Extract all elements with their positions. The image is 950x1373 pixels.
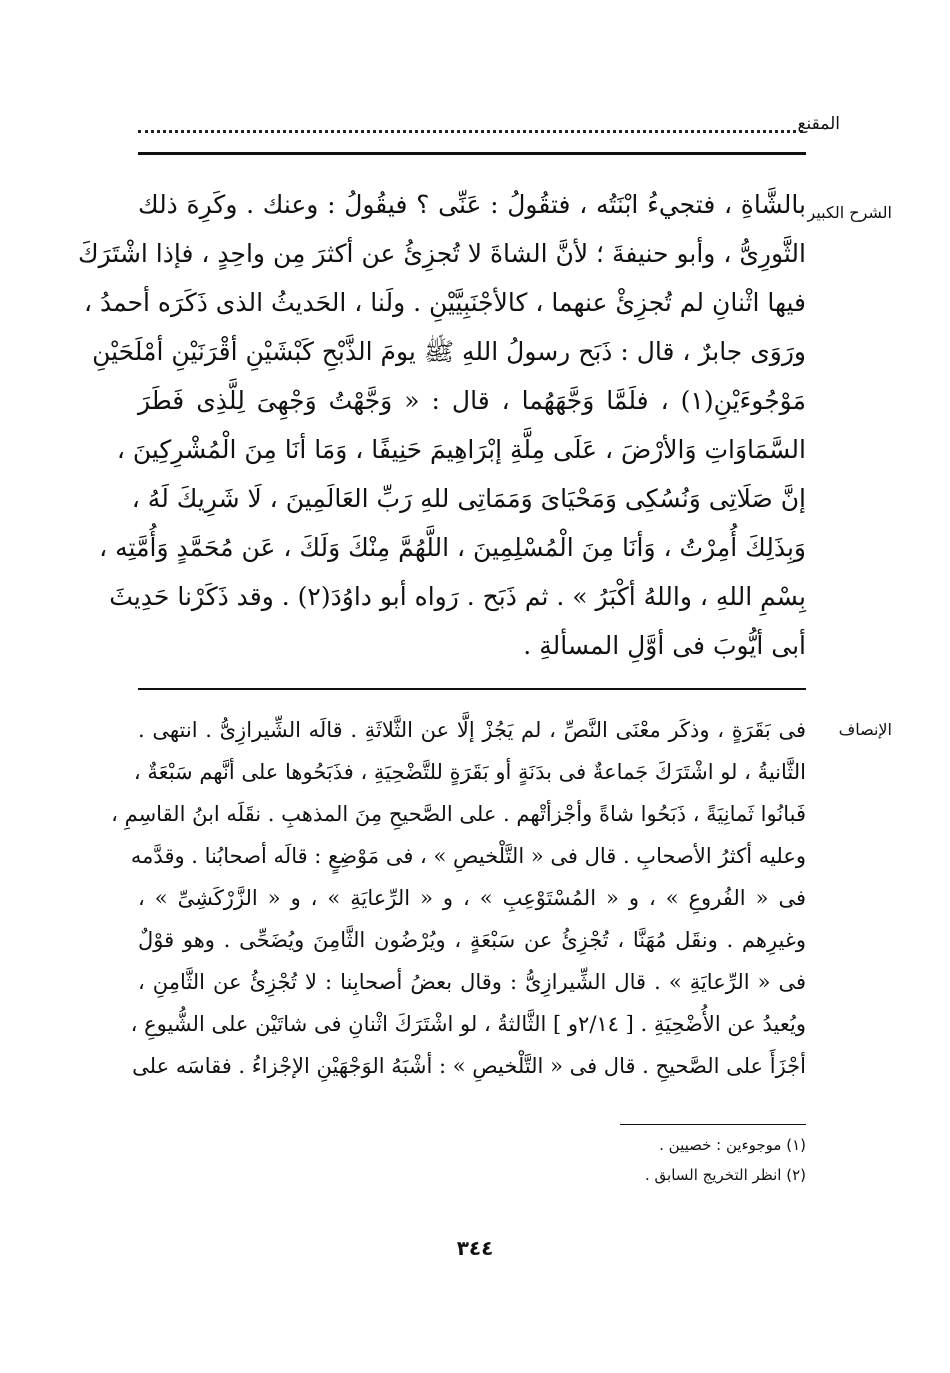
insaf-text-line: الثَّانيةُ ، لو اشْتَرَكَ جَماعةٌ فى بدَنَةٍ أو بَقَرَةٍ للتَّضْحِيَةِ ، فذَبَحُوها على أنَّهم سَبْعَةٌ ،: [133, 760, 806, 784]
insaf-text-line: أجْزَأَ على الصَّحيحِ . قال فى « التَّلْخيصِ » : أشْبَهُ الوَجْهَيْنِ الإجْزاءُ . فقاسَه على: [132, 1054, 806, 1078]
main-commentary-text: [78, 180, 806, 670]
main-text-line: أبى أيُّوبَ فى أوَّلِ المسألةِ .: [523, 631, 806, 660]
section-label-main: الشرح الكبير: [807, 203, 892, 222]
header-rule: [138, 152, 806, 155]
footnote-2: (٢) انظر التخريج السابق .: [645, 1166, 806, 1184]
insaf-text-line: ويُعيدُ عن الأُضْحِيَةِ . [ ٢/١٤و ] الثَّالثةُ ، لو اشْتَرَكَ اثْنانِ فى شاتَيْن على الشُّيوعِ ،: [130, 1012, 806, 1036]
insaf-text-line: فى « الرِّعايَةِ » . قال الشِّيرازِىُّ : وقال بعضُ أصحابِنا : لا تُجْزِئُ عن الثَّامِنِ ،: [138, 970, 806, 994]
main-text-line: الثَّورِىُّ ، وأبو حنيفةَ ؛ لأنَّ الشاةَ لا تُجزِئُ عن أكثرَ مِن واحِدٍ ، فإذا اشْتَرَكَ: [78, 239, 806, 268]
main-text-line: السَّمَاوَاتِ وَالأرْضَ ، عَلَى مِلَّةِ إبْرَاهِيمَ حَنِيفًا ، وَمَا أنَا مِنَ الْمُشْرِكِينَ ،: [116, 435, 806, 464]
insaf-text: [111, 709, 806, 1087]
main-text-line: فيها اثْنانِ لم تُجزِئْ عنهما ، كالأجْنَبِيَّيْنِ . ولَنا ، الحَديثُ الذى ذَكَرَه أحمدُ ،: [83, 288, 806, 317]
footnote-rule: [620, 1124, 806, 1125]
footnote-1: (١) موجوءين : خصيين .: [659, 1136, 806, 1154]
page-number: ٣٤٤: [456, 1236, 494, 1260]
section-label-insaf: الإنصاف: [838, 720, 892, 739]
insaf-text-line: فى « الفُروعِ » ، و « المُسْتَوْعِبِ » ، و « الرِّعايَةِ » ، و « الزَّرْكَشِىِّ » ،: [138, 886, 806, 910]
main-text-line: بِسْمِ اللهِ ، واللهُ أكْبَرُ » . ثم ذَبَح . رَواه أبو داوُدَ(٢) . وقد ذَكَرْنا حَدِيثَ: [109, 582, 806, 611]
running-header-title: المقنع: [797, 114, 840, 134]
insaf-text-line: فى بَقَرَةٍ ، وذكَر معْنَى النَّصِّ ، لم يَجُزْ إلَّا عن الثَّلاثَةِ . قالَه الشِّيرازِىُّ . انتهى .: [138, 718, 806, 742]
insaf-text-line: وغيرِهم . ونقَل مُهَنَّا ، تُجْزِئُ عن سَبْعَةٍ ، ويُرْضُون الثَّامِنَ ويُضَحِّى . وهو قوْلٌ: [138, 928, 806, 952]
insaf-text-line: وعليه أكثرُ الأصحابِ . قال فى « التَّلْخيصِ » ، فى مَوْضِعٍ : قالَه أصحابُنا . وقدَّمه: [130, 844, 806, 868]
footnotes: [645, 1130, 806, 1190]
main-text-line: بالشَّاةِ ، فتجيءُ ابْنَتُه ، فتقُولُ : عَنِّى ؟ فيقُولُ : وعنك . وكَرِهَ ذلك: [138, 190, 806, 219]
main-text-line: إنَّ صَلَاتِى وَنُسُكِى وَمَحْيَاىَ وَمَمَاتِى للهِ رَبِّ العَالَمِينَ ، لَا شَرِيكَ لَهُ ،: [131, 484, 806, 513]
section-divider-rule: [138, 688, 806, 690]
header-dotted-leader: [138, 118, 803, 133]
main-text-line: وَبِذَلِكَ أُمِرْتُ ، وَأنَا مِنَ الْمُسْلِمِينَ ، اللَّهُمَّ مِنْكَ وَلَكَ ، عَن مُحَمَّدٍ وَأُمَّتِه ،: [99, 533, 806, 562]
insaf-text-line: فَبانُوا ثَمانِيَةً ، ذَبَحُوا شاةً وأجْزأتْهم . على الصَّحيحِ مِنَ المذهبِ . نقَلَه ابنُ القاسِمِ ،: [111, 802, 806, 826]
main-text-line: ورَوَى جابرٌ ، قال : ذَبَح رسولُ اللهِ ﷺ يومَ الذَّبْحِ كَبْشَيْنِ أقْرَنَيْنِ أمْلَحَيْنِ: [92, 337, 806, 366]
main-text-line: مَوْجُوءَيْنِ(١) ، فلَمَّا وَجَّهَهُما ، قال : « وَجَّهْتُ وَجْهِىَ لِلَّذِى فَطَرَ: [138, 386, 806, 415]
